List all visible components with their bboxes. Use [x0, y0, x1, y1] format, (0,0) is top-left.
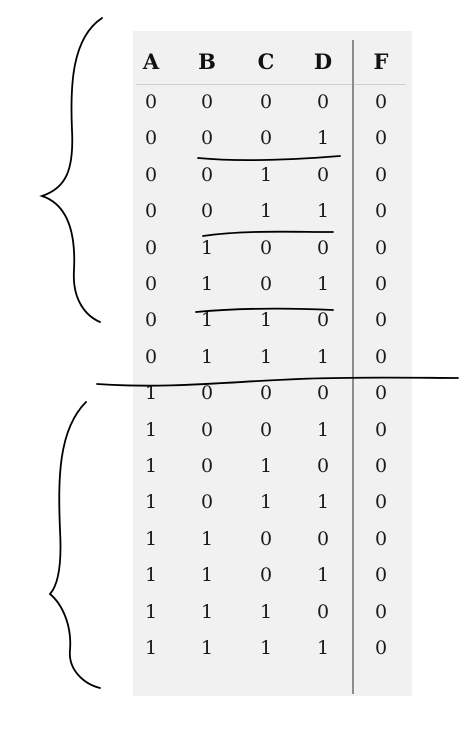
cell-d: 1 [316, 637, 330, 659]
cell-b: 0 [200, 200, 214, 223]
cell-d: 0 [316, 527, 330, 550]
underline-row-2 [198, 156, 340, 160]
cell-d: 1 [316, 200, 330, 223]
cell-f: 0 [374, 600, 388, 623]
cell-b: 0 [200, 91, 214, 113]
cell-f: 0 [374, 163, 388, 186]
cell-d: 1 [316, 273, 330, 295]
cell-f: 0 [374, 637, 388, 659]
cell-c: 1 [259, 200, 273, 223]
cell-d: 0 [316, 600, 330, 623]
cell-a: 1 [144, 382, 158, 405]
cell-b: 0 [200, 491, 214, 514]
cell-c: 1 [259, 163, 273, 186]
cell-a: 0 [144, 236, 158, 259]
header-c: C [257, 49, 275, 74]
cell-b: 0 [200, 418, 214, 441]
cell-a: 0 [144, 127, 158, 150]
upper-curly-brace [42, 18, 102, 322]
cell-b: 0 [200, 455, 214, 477]
cell-a: 0 [144, 91, 158, 113]
cell-d: 1 [316, 491, 330, 514]
cell-f: 0 [374, 564, 388, 587]
cell-b: 1 [200, 637, 214, 659]
cell-f: 0 [374, 127, 388, 150]
cell-f: 0 [374, 273, 388, 295]
cell-b: 1 [200, 236, 214, 259]
cell-c: 1 [259, 455, 273, 477]
cell-c: 0 [259, 273, 273, 295]
cell-f: 0 [374, 345, 388, 368]
cell-a: 0 [144, 345, 158, 368]
cell-a: 1 [144, 564, 158, 587]
cell-d: 0 [316, 236, 330, 259]
header-a: A [142, 49, 160, 74]
cell-c: 1 [259, 637, 273, 659]
cell-c: 0 [259, 564, 273, 587]
cell-c: 0 [259, 127, 273, 150]
cell-b: 0 [200, 127, 214, 150]
cell-a: 1 [144, 527, 158, 550]
lower-curly-brace [50, 402, 100, 688]
cell-c: 1 [259, 345, 273, 368]
header-d: D [313, 49, 333, 74]
cell-c: 1 [259, 491, 273, 514]
header-f: F [373, 49, 389, 74]
cell-d: 0 [316, 163, 330, 186]
cell-f: 0 [374, 455, 388, 477]
underline-row-4 [203, 232, 333, 236]
cell-a: 1 [144, 455, 158, 477]
cell-d: 1 [316, 418, 330, 441]
cell-c: 0 [259, 527, 273, 550]
cell-a: 0 [144, 163, 158, 186]
cell-c: 1 [259, 600, 273, 623]
cell-d: 1 [316, 345, 330, 368]
cell-a: 0 [144, 273, 158, 295]
cell-f: 0 [374, 491, 388, 514]
cell-a: 0 [144, 309, 158, 332]
cell-f: 0 [374, 200, 388, 223]
header-b: B [198, 49, 216, 74]
cell-b: 1 [200, 345, 214, 368]
cell-d: 1 [316, 127, 330, 150]
cell-f: 0 [374, 309, 388, 332]
cell-f: 0 [374, 382, 388, 405]
cell-b: 1 [200, 600, 214, 623]
cell-c: 0 [259, 418, 273, 441]
cell-a: 1 [144, 637, 158, 659]
cell-c: 1 [259, 309, 273, 332]
cell-b: 1 [200, 273, 214, 295]
underline-row-6 [196, 309, 333, 312]
cell-b: 0 [200, 382, 214, 405]
cell-a: 0 [144, 200, 158, 223]
cell-f: 0 [374, 418, 388, 441]
cell-d: 0 [316, 91, 330, 113]
cell-b: 1 [200, 564, 214, 587]
cell-f: 0 [374, 91, 388, 113]
cell-b: 0 [200, 163, 214, 186]
cell-f: 0 [374, 236, 388, 259]
cell-d: 0 [316, 309, 330, 332]
cell-a: 1 [144, 600, 158, 623]
cell-d: 0 [316, 455, 330, 477]
cell-d: 1 [316, 564, 330, 587]
cell-f: 0 [374, 527, 388, 550]
cell-a: 1 [144, 491, 158, 514]
cell-b: 1 [200, 309, 214, 332]
cell-c: 0 [259, 91, 273, 113]
cell-c: 0 [259, 236, 273, 259]
cell-a: 1 [144, 418, 158, 441]
cell-b: 1 [200, 527, 214, 550]
split-line [97, 378, 458, 386]
cell-c: 0 [259, 382, 273, 405]
cell-d: 0 [316, 382, 330, 405]
